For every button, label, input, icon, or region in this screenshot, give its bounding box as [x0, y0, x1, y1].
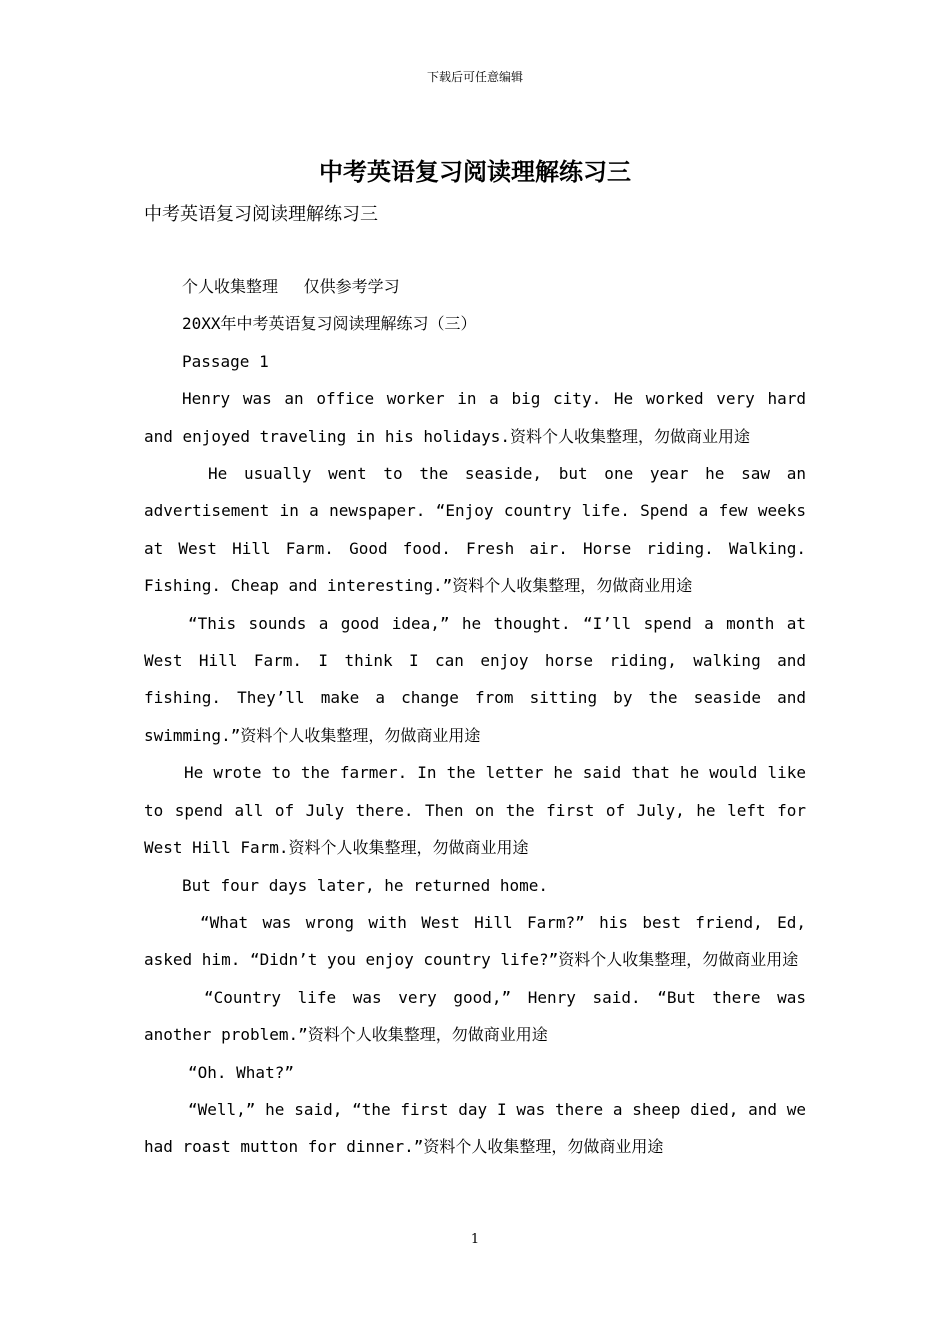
passage-paragraph: He usually went to the seaside, but one year he saw an advertisement in a newspaper. “Enjoy country life. Spend a few weeks at West Hill Farm. Good food. Fresh air. Horse riding. Walking. Fishing. Cheap and interesting.”资料个人收集整理，勿做商业用途: [144, 464, 806, 596]
passage-paragraph: “Country life was very good,” Henry said. “But there was another problem.”资料个人收集整理，勿做商业用途: [144, 987, 806, 1045]
collection-note: 个人收集整理 仅供参考学习: [182, 277, 400, 296]
passage-paragraph: “Well,” he said, “the first day I was there a sheep died, and we had roast mutton for dinner.”资料个人收集整理，勿做商业用途: [144, 1099, 806, 1157]
page-number: 1: [470, 1232, 480, 1247]
passage-label: Passage 1: [182, 351, 269, 371]
document-title: 中考英语复习阅读理解练习三: [319, 157, 631, 186]
passage-paragraph: But four days later, he returned home.: [182, 875, 549, 895]
passage-paragraph: He wrote to the farmer. In the letter he said that he would like to spend all of July there. Then on the first of July, he left for West Hill Farm.资料个人收集整理，勿做商业用途: [144, 763, 806, 858]
passage-paragraph: Henry was an office worker in a big city. He worked very hard and enjoyed traveling in his holidays.资料个人收集整理，勿做商业用途: [144, 389, 806, 446]
exercise-heading: 20XX年中考英语复习阅读理解练习（三）: [182, 314, 477, 334]
passage-paragraph: “Oh. What?”: [188, 1062, 294, 1082]
document-subtitle: 中考英语复习阅读理解练习三: [144, 204, 378, 225]
document-body: [144, 268, 806, 1166]
header-note: 下载后可任意编辑: [426, 70, 523, 84]
passage-paragraph: “This sounds a good idea,” he thought. “I’ll spend a month at West Hill Farm. I think I can enjoy horse riding, walking and fishing. They’ll make a change from sitting by the seaside and swimming.”资料个人收集整理，勿做商业用途: [144, 613, 806, 745]
passage-paragraph: “What was wrong with West Hill Farm?” his best friend, Ed, asked him. “Didn’t you enjoy country life?”资料个人收集整理，勿做商业用途: [144, 912, 806, 970]
